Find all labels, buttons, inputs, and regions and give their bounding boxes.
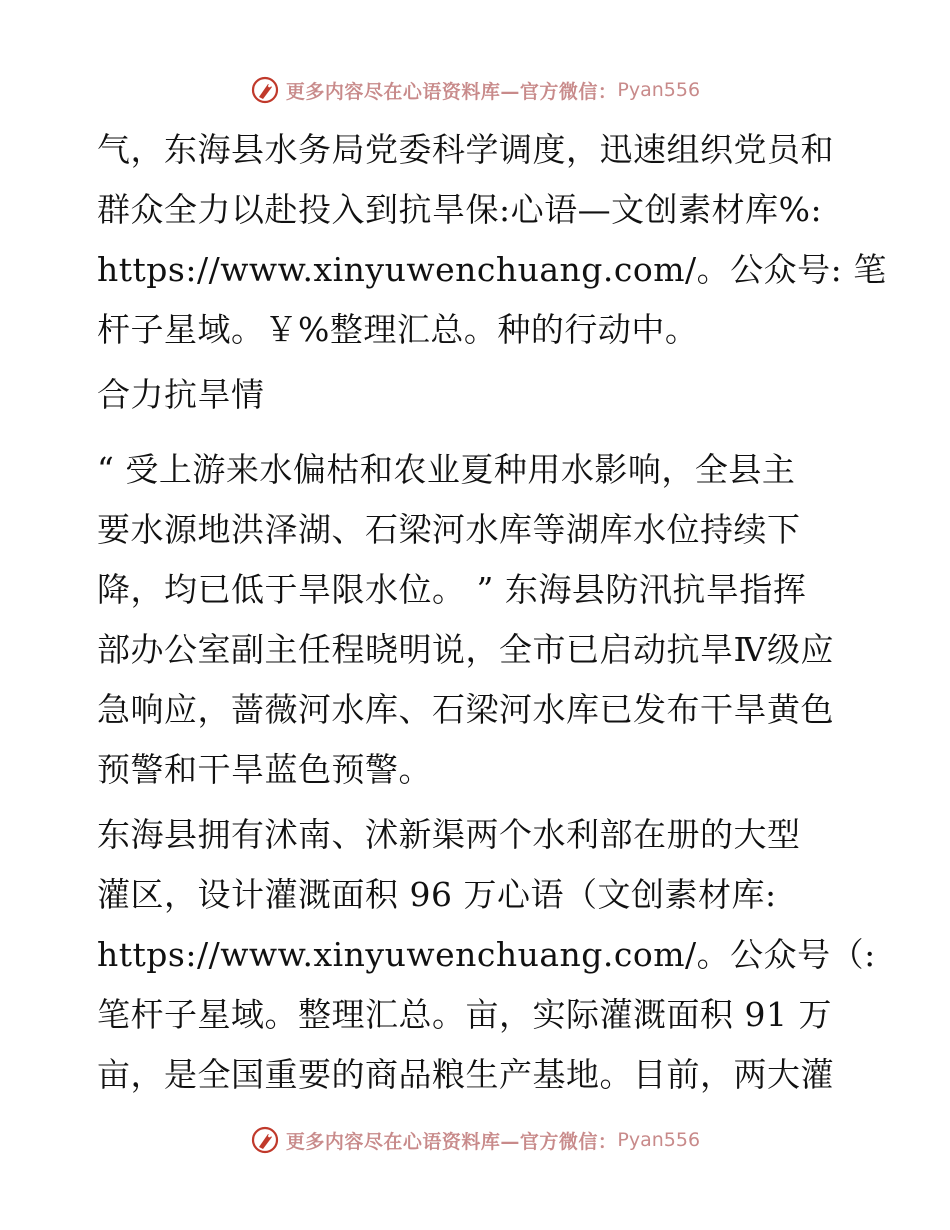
text-line: 预警和干旱蓝色预警。 xyxy=(97,750,432,789)
watermark-text: 更多内容尽在心语资料库—官方微信： xyxy=(285,1130,618,1153)
text-line: 急响应，蔷薇河水库、石梁河水库已发布干旱黄色 xyxy=(97,690,834,729)
pen-nib-circle-icon xyxy=(250,75,280,105)
text-line: 降，均已低于旱限水位。 ” 东海县防汛抗旱指挥 xyxy=(97,570,807,609)
watermark-id: Pyan556 xyxy=(617,1129,701,1151)
watermark-id: Pyan556 xyxy=(617,79,701,101)
text-line: 气，东海县水务局党委科学调度，迅速组织党员和 xyxy=(97,130,834,169)
text-line: https://www.xinyuwenchuang.com/。公众号（: xyxy=(97,935,876,974)
text-line: 群众全力以赴投入到抗旱保:心语—文创素材库%: xyxy=(97,190,823,229)
pen-nib-circle-icon xyxy=(250,1125,280,1155)
text-line: 灌区，设计灌溉面积 96 万心语（文创素材库: xyxy=(97,875,777,914)
section-heading: 合力抗旱情 xyxy=(97,375,265,414)
header-watermark xyxy=(0,70,950,110)
text-line: “ 受上游来水偏枯和农业夏种用水影响，全县主 xyxy=(97,450,796,489)
text-line: 东海县拥有沭南、沭新渠两个水利部在册的大型 xyxy=(97,815,801,854)
text-line: 要水源地洪泽湖、石梁河水库等湖库水位持续下 xyxy=(97,510,801,549)
footer-watermark xyxy=(0,1120,950,1160)
text-line: 部办公室副主任程晓明说，全市已启动抗旱Ⅳ级应 xyxy=(97,630,834,669)
text-line: https://www.xinyuwenchuang.com/。公众号: 笔 xyxy=(97,250,887,289)
watermark-text: 更多内容尽在心语资料库—官方微信： xyxy=(285,80,618,103)
text-line: 杆子星域。￥%整理汇总。种的行动中。 xyxy=(97,310,699,349)
text-line: 亩，是全国重要的商品粮生产基地。目前，两大灌 xyxy=(97,1055,834,1094)
text-line: 笔杆子星域。整理汇总。亩，实际灌溉面积 91 万 xyxy=(97,995,832,1034)
